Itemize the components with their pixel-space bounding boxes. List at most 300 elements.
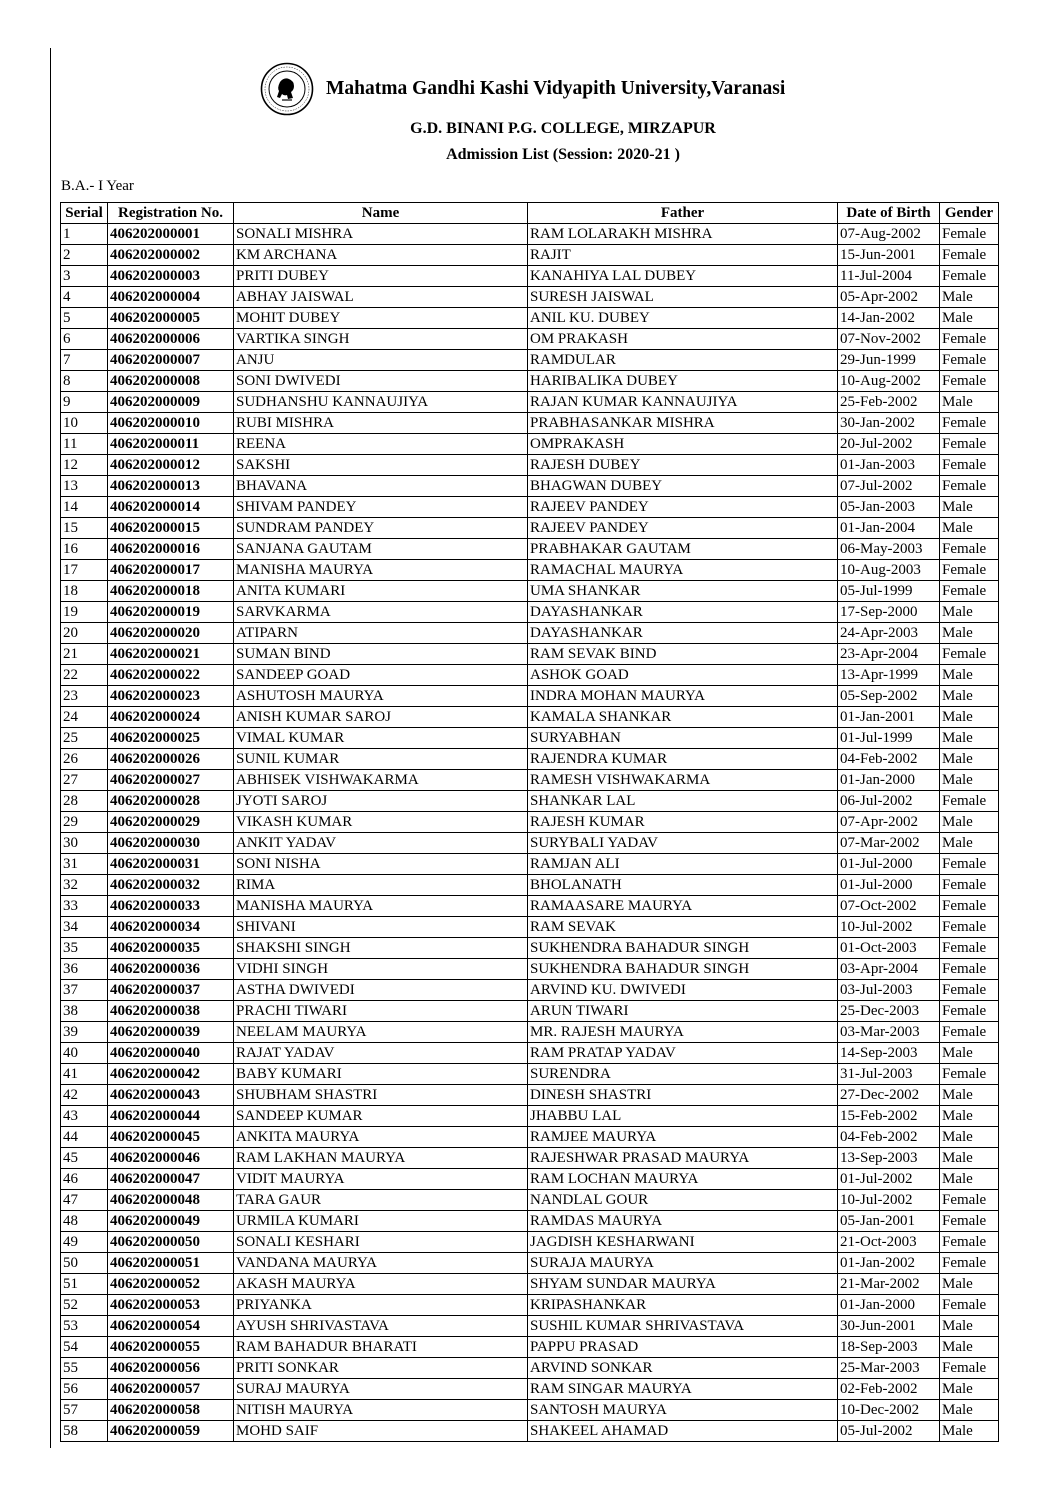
name-cell: BHAVANA (234, 476, 528, 497)
dob-cell: 01-Jan-2000 (838, 1295, 940, 1316)
table-row (61, 665, 999, 686)
name-cell: NITISH MAURYA (234, 1400, 528, 1421)
serial-cell: 47 (61, 1190, 108, 1211)
registration-cell: 406202000018 (108, 581, 234, 602)
registration-cell: 406202000040 (108, 1043, 234, 1064)
father-cell: DAYASHANKAR (528, 602, 838, 623)
name-cell: RAM BAHADUR BHARATI (234, 1337, 528, 1358)
table-row (61, 434, 999, 455)
dob-cell: 01-Jul-2000 (838, 875, 940, 896)
table-row (61, 581, 999, 602)
table-row (61, 287, 999, 308)
serial-cell: 33 (61, 896, 108, 917)
gender-cell: Female (940, 560, 999, 581)
gender-cell: Male (940, 1043, 999, 1064)
column-header-dob: Date of Birth (838, 203, 940, 224)
father-cell: ASHOK GOAD (528, 665, 838, 686)
table-row (61, 1232, 999, 1253)
name-cell: SUDHANSHU KANNAUJIYA (234, 392, 528, 413)
registration-cell: 406202000022 (108, 665, 234, 686)
registration-cell: 406202000028 (108, 791, 234, 812)
serial-cell: 31 (61, 854, 108, 875)
serial-cell: 40 (61, 1043, 108, 1064)
page-margin-rule (50, 48, 51, 1448)
registration-cell: 406202000004 (108, 287, 234, 308)
table-row (61, 1274, 999, 1295)
table-body (61, 224, 999, 1442)
table-row (61, 770, 999, 791)
serial-cell: 3 (61, 266, 108, 287)
name-cell: SONI NISHA (234, 854, 528, 875)
name-cell: SANDEEP GOAD (234, 665, 528, 686)
serial-cell: 10 (61, 413, 108, 434)
gender-cell: Female (940, 1358, 999, 1379)
registration-cell: 406202000033 (108, 896, 234, 917)
registration-cell: 406202000023 (108, 686, 234, 707)
dob-cell: 06-May-2003 (838, 539, 940, 560)
name-cell: REENA (234, 434, 528, 455)
table-row (61, 1022, 999, 1043)
name-cell: TARA GAUR (234, 1190, 528, 1211)
serial-cell: 54 (61, 1337, 108, 1358)
father-cell: SHAKEEL AHAMAD (528, 1421, 838, 1442)
father-cell: RAMDULAR (528, 350, 838, 371)
gender-cell: Female (940, 644, 999, 665)
name-cell: ANISH KUMAR SAROJ (234, 707, 528, 728)
admission-list-title: Admission List (Session: 2020-21 ) (446, 146, 680, 163)
gender-cell: Female (940, 1064, 999, 1085)
serial-cell: 30 (61, 833, 108, 854)
registration-cell: 406202000011 (108, 434, 234, 455)
dob-cell: 01-Oct-2003 (838, 938, 940, 959)
gender-cell: Male (940, 308, 999, 329)
column-header-father: Father (528, 203, 838, 224)
registration-cell: 406202000005 (108, 308, 234, 329)
serial-cell: 27 (61, 770, 108, 791)
serial-cell: 18 (61, 581, 108, 602)
gender-cell: Female (940, 581, 999, 602)
table-row (61, 707, 999, 728)
gender-cell: Female (940, 1001, 999, 1022)
serial-cell: 7 (61, 350, 108, 371)
dob-cell: 10-Jul-2002 (838, 917, 940, 938)
admission-table (60, 202, 999, 1442)
name-cell: KM ARCHANA (234, 245, 528, 266)
dob-cell: 07-Nov-2002 (838, 329, 940, 350)
table-row (61, 875, 999, 896)
registration-cell: 406202000042 (108, 1064, 234, 1085)
name-cell: NEELAM MAURYA (234, 1022, 528, 1043)
dob-cell: 05-Jul-2002 (838, 1421, 940, 1442)
serial-cell: 43 (61, 1106, 108, 1127)
father-cell: OM PRAKASH (528, 329, 838, 350)
table-row (61, 1253, 999, 1274)
father-cell: HARIBALIKA DUBEY (528, 371, 838, 392)
table-row (61, 938, 999, 959)
course-label: B.A.- I Year (61, 178, 134, 194)
serial-cell: 22 (61, 665, 108, 686)
gender-cell: Male (940, 1400, 999, 1421)
father-cell: RAJAN KUMAR KANNAUJIYA (528, 392, 838, 413)
name-cell: VIDHI SINGH (234, 959, 528, 980)
name-cell: SONALI KESHARI (234, 1232, 528, 1253)
name-cell: RAM LAKHAN MAURYA (234, 1148, 528, 1169)
father-cell: BHOLANATH (528, 875, 838, 896)
serial-cell: 34 (61, 917, 108, 938)
father-cell: SURYABHAN (528, 728, 838, 749)
table-row (61, 1337, 999, 1358)
dob-cell: 05-Apr-2002 (838, 287, 940, 308)
dob-cell: 30-Jan-2002 (838, 413, 940, 434)
gender-cell: Female (940, 917, 999, 938)
dob-cell: 17-Sep-2000 (838, 602, 940, 623)
name-cell: AKASH MAURYA (234, 1274, 528, 1295)
university-name: Mahatma Gandhi Kashi Vidyapith University,Varanasi (326, 78, 786, 99)
gender-cell: Male (940, 392, 999, 413)
serial-cell: 49 (61, 1232, 108, 1253)
table-row (61, 539, 999, 560)
name-cell: SANDEEP KUMAR (234, 1106, 528, 1127)
table-row (61, 1127, 999, 1148)
dob-cell: 21-Oct-2003 (838, 1232, 940, 1253)
father-cell: SUSHIL KUMAR SHRIVASTAVA (528, 1316, 838, 1337)
serial-cell: 41 (61, 1064, 108, 1085)
gender-cell: Female (940, 350, 999, 371)
dob-cell: 10-Dec-2002 (838, 1400, 940, 1421)
father-cell: JAGDISH KESHARWANI (528, 1232, 838, 1253)
name-cell: SUNDRAM PANDEY (234, 518, 528, 539)
serial-cell: 44 (61, 1127, 108, 1148)
table-row (61, 917, 999, 938)
registration-cell: 406202000031 (108, 854, 234, 875)
father-cell: MR. RAJESH MAURYA (528, 1022, 838, 1043)
serial-cell: 55 (61, 1358, 108, 1379)
serial-cell: 32 (61, 875, 108, 896)
gender-cell: Male (940, 1127, 999, 1148)
table-row (61, 686, 999, 707)
registration-cell: 406202000052 (108, 1274, 234, 1295)
registration-cell: 406202000059 (108, 1421, 234, 1442)
table-row (61, 518, 999, 539)
dob-cell: 07-Oct-2002 (838, 896, 940, 917)
name-cell: SANJANA GAUTAM (234, 539, 528, 560)
name-cell: VANDANA MAURYA (234, 1253, 528, 1274)
gender-cell: Female (940, 980, 999, 1001)
registration-cell: 406202000007 (108, 350, 234, 371)
father-cell: INDRA MOHAN MAURYA (528, 686, 838, 707)
serial-cell: 1 (61, 224, 108, 245)
serial-cell: 50 (61, 1253, 108, 1274)
gender-cell: Male (940, 1316, 999, 1337)
table-row (61, 413, 999, 434)
registration-cell: 406202000026 (108, 749, 234, 770)
serial-cell: 14 (61, 497, 108, 518)
name-cell: SONALI MISHRA (234, 224, 528, 245)
dob-cell: 27-Dec-2002 (838, 1085, 940, 1106)
gender-cell: Female (940, 875, 999, 896)
name-cell: SHIVANI (234, 917, 528, 938)
gender-cell: Male (940, 1106, 999, 1127)
gender-cell: Male (940, 1421, 999, 1442)
father-cell: DAYASHANKAR (528, 623, 838, 644)
registration-cell: 406202000047 (108, 1169, 234, 1190)
dob-cell: 07-Aug-2002 (838, 224, 940, 245)
registration-cell: 406202000019 (108, 602, 234, 623)
gender-cell: Male (940, 749, 999, 770)
dob-cell: 13-Sep-2003 (838, 1148, 940, 1169)
dob-cell: 10-Jul-2002 (838, 1190, 940, 1211)
table-row (61, 350, 999, 371)
name-cell: ASTHA DWIVEDI (234, 980, 528, 1001)
table-row (61, 1190, 999, 1211)
column-header-gender: Gender (940, 203, 999, 224)
name-cell: RAJAT YADAV (234, 1043, 528, 1064)
name-cell: JYOTI SAROJ (234, 791, 528, 812)
name-cell: RUBI MISHRA (234, 413, 528, 434)
serial-cell: 25 (61, 728, 108, 749)
gender-cell: Male (940, 1274, 999, 1295)
dob-cell: 31-Jul-2003 (838, 1064, 940, 1085)
dob-cell: 24-Apr-2003 (838, 623, 940, 644)
father-cell: SUKHENDRA BAHADUR SINGH (528, 938, 838, 959)
table-row (61, 497, 999, 518)
serial-cell: 4 (61, 287, 108, 308)
registration-cell: 406202000024 (108, 707, 234, 728)
dob-cell: 14-Jan-2002 (838, 308, 940, 329)
serial-cell: 51 (61, 1274, 108, 1295)
serial-cell: 13 (61, 476, 108, 497)
serial-cell: 8 (61, 371, 108, 392)
father-cell: OMPRAKASH (528, 434, 838, 455)
registration-cell: 406202000045 (108, 1127, 234, 1148)
name-cell: ABHISEK VISHWAKARMA (234, 770, 528, 791)
gender-cell: Female (940, 539, 999, 560)
father-cell: SANTOSH MAURYA (528, 1400, 838, 1421)
registration-cell: 406202000032 (108, 875, 234, 896)
serial-cell: 39 (61, 1022, 108, 1043)
father-cell: ARVIND SONKAR (528, 1358, 838, 1379)
gender-cell: Female (940, 371, 999, 392)
father-cell: RAMESH VISHWAKARMA (528, 770, 838, 791)
name-cell: MOHD SAIF (234, 1421, 528, 1442)
registration-cell: 406202000054 (108, 1316, 234, 1337)
serial-cell: 52 (61, 1295, 108, 1316)
gender-cell: Female (940, 266, 999, 287)
table-row (61, 959, 999, 980)
column-header-registration: Registration No. (108, 203, 234, 224)
name-cell: VIMAL KUMAR (234, 728, 528, 749)
table-row (61, 1421, 999, 1442)
dob-cell: 14-Sep-2003 (838, 1043, 940, 1064)
table-row (61, 1064, 999, 1085)
table-row (61, 1379, 999, 1400)
father-cell: PAPPU PRASAD (528, 1337, 838, 1358)
father-cell: SHYAM SUNDAR MAURYA (528, 1274, 838, 1295)
gender-cell: Male (940, 623, 999, 644)
dob-cell: 01-Jan-2000 (838, 770, 940, 791)
serial-cell: 17 (61, 560, 108, 581)
table-row (61, 623, 999, 644)
dob-cell: 01-Jul-1999 (838, 728, 940, 749)
father-cell: RAJESH KUMAR (528, 812, 838, 833)
registration-cell: 406202000039 (108, 1022, 234, 1043)
name-cell: RIMA (234, 875, 528, 896)
gender-cell: Female (940, 1190, 999, 1211)
table-row (61, 1400, 999, 1421)
name-cell: PRACHI TIWARI (234, 1001, 528, 1022)
name-cell: SHAKSHI SINGH (234, 938, 528, 959)
dob-cell: 15-Jun-2001 (838, 245, 940, 266)
gender-cell: Female (940, 434, 999, 455)
table-row (61, 896, 999, 917)
registration-cell: 406202000043 (108, 1085, 234, 1106)
column-header-serial: Serial (61, 203, 108, 224)
dob-cell: 13-Apr-1999 (838, 665, 940, 686)
gender-cell: Male (940, 1169, 999, 1190)
father-cell: SURAJA MAURYA (528, 1253, 838, 1274)
gender-cell: Male (940, 287, 999, 308)
father-cell: SURYBALI YADAV (528, 833, 838, 854)
father-cell: RAMJEE MAURYA (528, 1127, 838, 1148)
registration-cell: 406202000015 (108, 518, 234, 539)
registration-cell: 406202000056 (108, 1358, 234, 1379)
serial-cell: 16 (61, 539, 108, 560)
gender-cell: Female (940, 245, 999, 266)
gender-cell: Male (940, 1379, 999, 1400)
dob-cell: 07-Apr-2002 (838, 812, 940, 833)
registration-cell: 406202000055 (108, 1337, 234, 1358)
dob-cell: 01-Jan-2001 (838, 707, 940, 728)
gender-cell: Female (940, 959, 999, 980)
father-cell: SURENDRA (528, 1064, 838, 1085)
registration-cell: 406202000044 (108, 1106, 234, 1127)
gender-cell: Female (940, 1253, 999, 1274)
dob-cell: 04-Feb-2002 (838, 1127, 940, 1148)
registration-cell: 406202000013 (108, 476, 234, 497)
name-cell: ATIPARN (234, 623, 528, 644)
name-cell: ANKIT YADAV (234, 833, 528, 854)
serial-cell: 57 (61, 1400, 108, 1421)
father-cell: SUKHENDRA BAHADUR SINGH (528, 959, 838, 980)
serial-cell: 9 (61, 392, 108, 413)
serial-cell: 37 (61, 980, 108, 1001)
gender-cell: Female (940, 1022, 999, 1043)
father-cell: ANIL KU. DUBEY (528, 308, 838, 329)
father-cell: RAMAASARE MAURYA (528, 896, 838, 917)
serial-cell: 36 (61, 959, 108, 980)
dob-cell: 05-Sep-2002 (838, 686, 940, 707)
table-row (61, 980, 999, 1001)
gender-cell: Female (940, 329, 999, 350)
serial-cell: 11 (61, 434, 108, 455)
registration-cell: 406202000050 (108, 1232, 234, 1253)
father-cell: RAJIT (528, 245, 838, 266)
dob-cell: 07-Mar-2002 (838, 833, 940, 854)
dob-cell: 20-Jul-2002 (838, 434, 940, 455)
father-cell: RAM PRATAP YADAV (528, 1043, 838, 1064)
gender-cell: Female (940, 413, 999, 434)
name-cell: PRIYANKA (234, 1295, 528, 1316)
father-cell: RAM SEVAK (528, 917, 838, 938)
gender-cell: Male (940, 686, 999, 707)
gender-cell: Male (940, 1085, 999, 1106)
table-row (61, 1316, 999, 1337)
registration-cell: 406202000001 (108, 224, 234, 245)
table-row (61, 329, 999, 350)
registration-cell: 406202000036 (108, 959, 234, 980)
father-cell: UMA SHANKAR (528, 581, 838, 602)
table-row (61, 1358, 999, 1379)
name-cell: SURAJ MAURYA (234, 1379, 528, 1400)
table-row (61, 308, 999, 329)
name-cell: SHIVAM PANDEY (234, 497, 528, 518)
serial-cell: 56 (61, 1379, 108, 1400)
registration-cell: 406202000049 (108, 1211, 234, 1232)
name-cell: URMILA KUMARI (234, 1211, 528, 1232)
gender-cell: Male (940, 1337, 999, 1358)
name-cell: BABY KUMARI (234, 1064, 528, 1085)
table-row (61, 560, 999, 581)
dob-cell: 30-Jun-2001 (838, 1316, 940, 1337)
registration-cell: 406202000030 (108, 833, 234, 854)
gender-cell: Female (940, 224, 999, 245)
registration-cell: 406202000014 (108, 497, 234, 518)
name-cell: ANJU (234, 350, 528, 371)
name-cell: SONI DWIVEDI (234, 371, 528, 392)
college-name: G.D. BINANI P.G. COLLEGE, MIRZAPUR (410, 120, 716, 137)
registration-cell: 406202000020 (108, 623, 234, 644)
father-cell: RAM SEVAK BIND (528, 644, 838, 665)
name-cell: ABHAY JAISWAL (234, 287, 528, 308)
gender-cell: Female (940, 1295, 999, 1316)
registration-cell: 406202000029 (108, 812, 234, 833)
gender-cell: Male (940, 707, 999, 728)
table-row (61, 602, 999, 623)
name-cell: VIKASH KUMAR (234, 812, 528, 833)
registration-cell: 406202000021 (108, 644, 234, 665)
serial-cell: 45 (61, 1148, 108, 1169)
registration-cell: 406202000035 (108, 938, 234, 959)
gender-cell: Female (940, 455, 999, 476)
name-cell: VARTIKA SINGH (234, 329, 528, 350)
name-cell: PRITI DUBEY (234, 266, 528, 287)
name-cell: SHUBHAM SHASTRI (234, 1085, 528, 1106)
serial-cell: 12 (61, 455, 108, 476)
gender-cell: Female (940, 791, 999, 812)
gender-cell: Male (940, 833, 999, 854)
dob-cell: 05-Jul-1999 (838, 581, 940, 602)
serial-cell: 53 (61, 1316, 108, 1337)
serial-cell: 24 (61, 707, 108, 728)
serial-cell: 48 (61, 1211, 108, 1232)
name-cell: VIDIT MAURYA (234, 1169, 528, 1190)
serial-cell: 29 (61, 812, 108, 833)
father-cell: SURESH JAISWAL (528, 287, 838, 308)
dob-cell: 29-Jun-1999 (838, 350, 940, 371)
dob-cell: 03-Mar-2003 (838, 1022, 940, 1043)
table-row (61, 1001, 999, 1022)
table-row (61, 245, 999, 266)
registration-cell: 406202000006 (108, 329, 234, 350)
name-cell: ASHUTOSH MAURYA (234, 686, 528, 707)
table-row (61, 1295, 999, 1316)
gender-cell: Male (940, 1148, 999, 1169)
registration-cell: 406202000025 (108, 728, 234, 749)
father-cell: PRABHASANKAR MISHRA (528, 413, 838, 434)
dob-cell: 10-Aug-2002 (838, 371, 940, 392)
table-row (61, 455, 999, 476)
registration-cell: 406202000003 (108, 266, 234, 287)
